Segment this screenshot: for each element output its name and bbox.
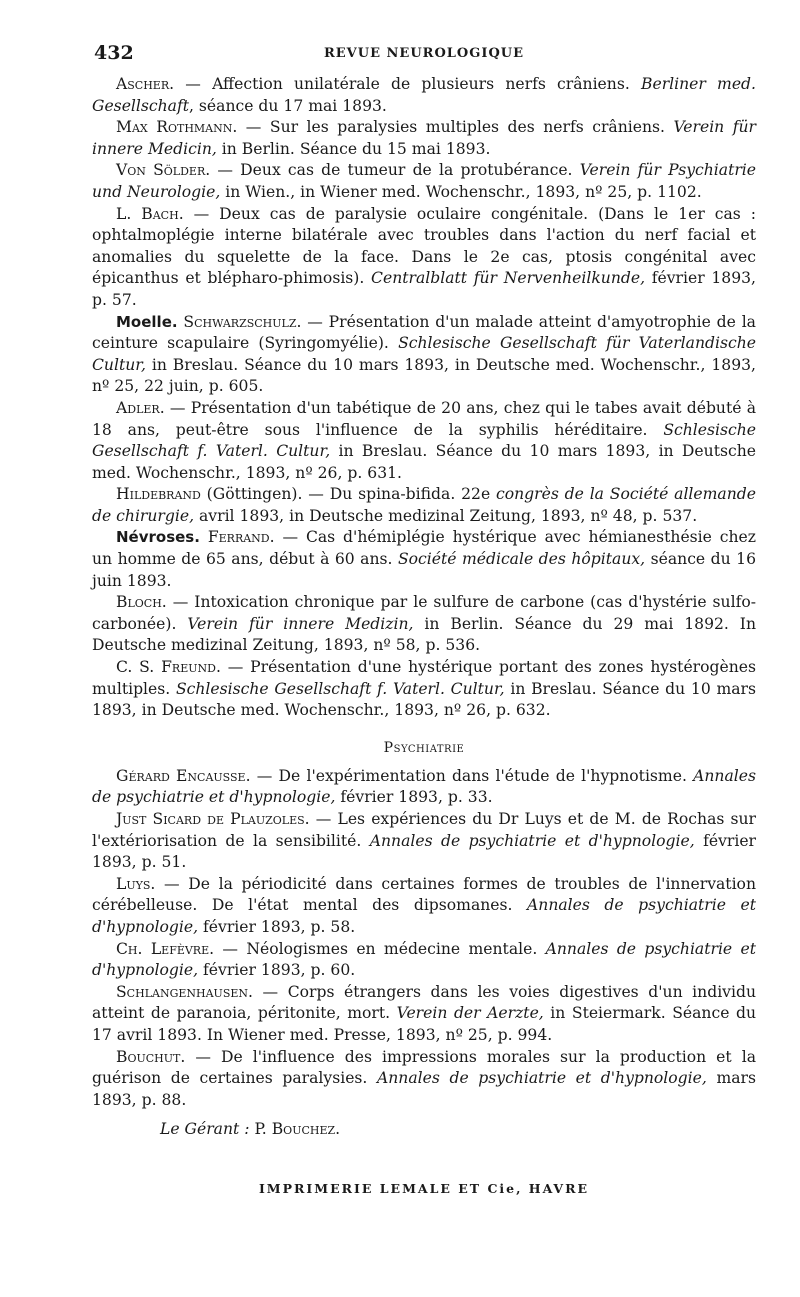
entry-text: — Sur les paralysies multiples des nerfs crâniens. [237,118,674,137]
entry-author: Gérard Encausse. [116,766,251,785]
bibliography-entry [92,117,756,160]
entry-author: Hildebrand [116,485,201,504]
section-lead-moelle: Moelle. [116,312,178,331]
bibliography-entry [92,74,756,117]
bibliography-entry [92,160,756,203]
signature [92,1119,756,1141]
bibliography-entry [92,939,756,982]
signature-name: P. Bouchez. [254,1120,341,1139]
entry-journal: Annales de psychiatrie et d'hypnologie, [92,939,756,980]
entry-text: — De l'expérimentation dans l'étude de l'hypnotisme. [250,766,694,785]
entry-text: — Présentation d'une hystérique portant des zones hystérogènes multiples. [92,658,756,698]
entry-rest: in Berlin. Séance du 29 mai 1892. In Deutsche medizinal Zeitung, 1893, nº 58, p. 536. [92,614,756,655]
entry-journal: Société médicale des hôpitaux, [397,550,646,569]
entry-journal: Verein der Aerzte, [396,1004,544,1023]
entry-text: — Intoxication chronique par le sulfure de carbone (cas d'hystérie sulfo-carbonée). [92,593,756,633]
running-title: REVUE NEUROLOGIQUE [323,46,525,61]
entry-journal: congrès de la Société allemande de chirurgie, [92,485,756,525]
entry-author: C. S. Freund. [116,658,221,677]
entry-rest: in Breslau. Séance du 10 mars 1893, in Deutsche med. Wochenschr., 1893, nº 26, p. 631. [92,442,756,482]
entry-text: — Deux cas de tumeur de la protubérance. [210,161,580,180]
entry-journal: Schlesische Gesellschaft f. Vaterl. Cultur, [92,420,756,461]
entry-author: Von Sölder. [116,161,211,180]
entry-author: Ferrand. [207,528,275,547]
page-number: 432 [94,42,134,64]
entry-author: Bloch. [116,593,167,612]
entry-author: Max Rothmann. [116,118,238,137]
signature-label: Le Gérant : [160,1120,250,1139]
entry-rest: , séance du 17 mai 1893. [189,96,387,115]
entry-author: Just Sicard de Plauzoles. [116,810,310,828]
entry-rest: in Berlin. Séance du 15 mai 1893. [216,139,491,158]
entry-rest: in Wien., in Wiener med. Wochenschr., 1893, nº 25, p. 1102. [220,182,702,201]
entry-journal: Schlesische Gesellschaft f. Vaterl. Cultur, [175,679,505,698]
bibliography-entry [92,766,756,809]
section-lead-nevroses: Névroses. [116,528,200,547]
bibliography-entry [92,982,756,1047]
entry-rest: in Breslau. Séance du 10 mars 1893, in Deutsche med. Wochenschr., 1893, nº 25, 22 juin, p. 605. [92,355,756,396]
entry-journal: Verein für innere Medizin, [187,614,414,633]
entry-rest: séance du 16 juin 1893. [92,550,756,590]
entry-text: — Cas d'hémiplégie hystérique avec hémianesthésie chez un homme de 65 ans, début à 60 ans. [92,528,756,569]
entry-journal: Annales de psychiatrie et d'hypnologie, [369,831,695,850]
entry-rest: février 1893, p. 51. [92,831,757,872]
entry-text: — Corps étrangers dans les voies digestives d'un individu atteint de paranoia, péritonite, mort. [92,982,756,1023]
entry-author: Ascher. [116,75,175,93]
entry-rest: février 1893, p. 57. [92,269,757,309]
entry-text: — Néologismes en médecine mentale. [214,939,546,958]
entry-text: — Les expériences du Dr Luys et de M. de Rochas sur l'extériorisation de la sensibilité. [92,810,756,850]
section-heading-psychiatrie: Psychiatrie [383,739,465,756]
bibliography-entry [92,592,756,657]
entry-journal: Annales de psychiatrie et d'hypnologie, [92,766,756,807]
entry-text: — Affection unilatérale de plusieurs nerfs crâniens. [174,75,641,93]
entry-rest: février 1893, p. 33. [335,788,493,807]
entry-journal: Schlesische Gesellschaft für Vaterlandische Cultur, [92,334,756,374]
entry-author: Schlangenhausen. [116,982,253,1001]
bibliography-entry [92,312,756,398]
entry-text: — De la périodicité dans certaines formes de troubles de l'innervation cérébelleuse. De l'état mental des dipsomanes. [92,874,756,915]
entry-text: — Deux cas de paralysie oculaire congénitale. (Dans le 1er cas : ophtalmoplégie interne bilatérale avec troubles dans l'action du nerf facial et anomalies du squelette de la face. Dans le 2e cas, ptosis congénital avec épicanthus et blépharo-phimosis). [92,204,756,288]
entry-journal: Annales de psychiatrie et d'hypnologie, [377,1069,707,1088]
entry-rest: février 1893, p. 58. [198,917,356,936]
entry-text: (Göttingen). — Du spina-bifida. 22e [200,485,496,504]
entry-author: Luys. [116,874,156,893]
entry-journal: Annales de psychiatrie et d'hypnologie, [92,896,756,936]
entry-journal: Verein für innere Medicin, [92,118,756,158]
entry-rest: in Steiermark. Séance du 17 avril 1893. In Wiener med. Presse, 1893, nº 25, p. 994. [92,1004,756,1044]
bibliography-entry [92,874,756,939]
entry-text: — Présentation d'un malade atteint d'amyotrophie de la ceinture scapulaire (Syringomyélie). [92,312,756,353]
entry-author: L. Bach. [116,204,184,223]
entry-journal: Centralblatt für Nervenheilkunde, [371,269,646,288]
page [92,40,756,1196]
entry-rest: février 1893, p. 60. [198,961,356,980]
bibliography-entry [92,1047,756,1112]
bibliography-entry [92,809,756,874]
bibliography-entry [92,657,756,722]
imprint: IMPRIMERIE LEMALE ET Cie, HAVRE [258,1180,590,1196]
bibliography-entry [92,398,756,484]
entry-text: — De l'influence des impressions morales sur la production et la guérison de certaines paralysies. [92,1047,756,1088]
entry-author: Schwarzschulz. [183,312,302,331]
bibliography-entry [92,484,756,527]
entry-author: Adler. [116,398,165,417]
entry-text: — Présentation d'un tabétique de 20 ans, chez qui le tabes avait débuté à 18 ans, peut-être sous l'influence de la syphilis héréditaire. [92,398,756,439]
entry-journal: Berliner med. Gesellschaft [92,75,756,115]
entry-author: Bouchut. [116,1047,186,1066]
bibliography-entry [92,527,756,592]
page-header [92,40,756,66]
entry-rest: avril 1893, in Deutsche medizinal Zeitung, 1893, nº 48, p. 537. [194,506,698,525]
entry-author: Ch. Lefèvre. [116,939,215,958]
entry-journal: Verein für Psychiatrie und Neurologie, [92,161,757,201]
entry-rest: in Breslau. Séance du 10 mars 1893, in Deutsche med. Wochenschr., 1893, nº 26, p. 632. [92,679,756,720]
bibliography-entry [92,204,756,312]
entry-rest: mars 1893, p. 88. [92,1069,756,1109]
